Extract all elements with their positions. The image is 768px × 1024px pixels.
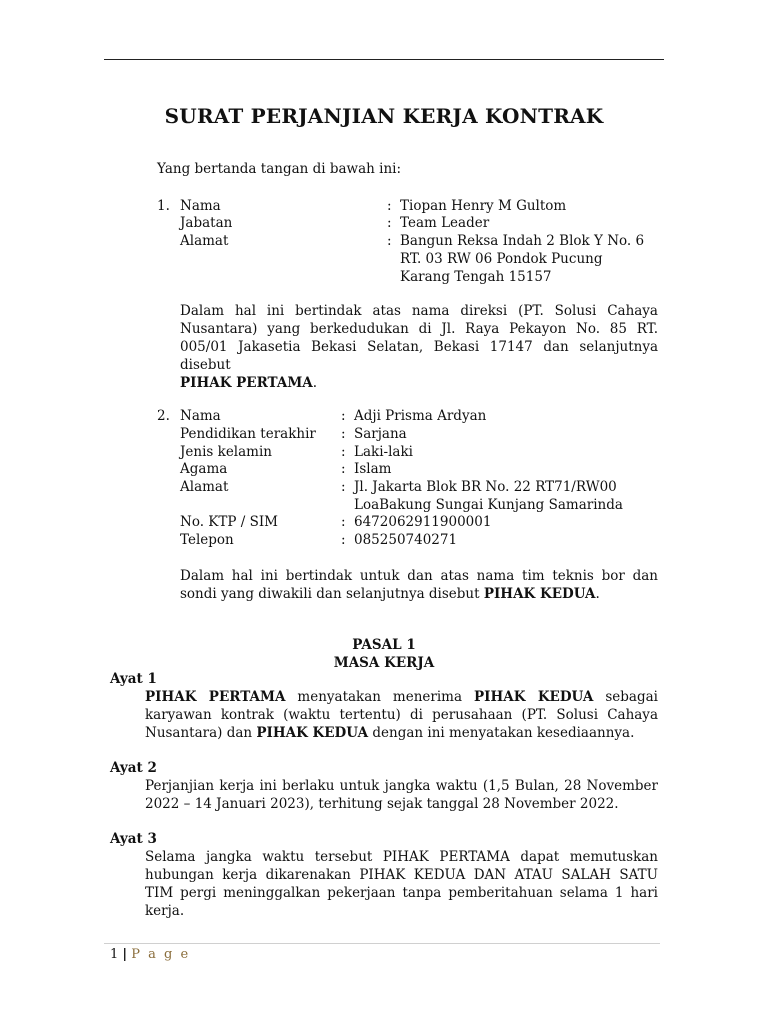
party2-telepon-label: Telepon [180,532,234,548]
ayat3-label: Ayat 3 [110,831,157,847]
ayat1-body [145,688,658,742]
party1-jabatan-colon: : [387,215,392,231]
party2-ktp-value: 6472062911900001 [354,514,492,530]
party2-alamat-label: Alamat [180,479,229,495]
party1-alamat-colon: : [387,233,392,249]
party2-nama-colon: : [341,408,346,424]
party2-agama-value: Islam [354,461,392,477]
party2-pendidikan-label: Pendidikan terakhir [180,426,316,442]
ayat3-line4: kerja. [145,903,185,919]
party2-telepon-colon: : [341,532,346,548]
party1-role: PIHAK PERTAMA [180,375,313,391]
party1-name-label: Nama [180,198,221,214]
party2-kelamin-value: Laki-laki [354,444,413,460]
ayat1-text: dengan ini menyatakan kesediaannya. [368,725,635,741]
ayat1-text: menyatakan menerima [285,689,475,705]
party1-jabatan-label: Jabatan [180,215,233,231]
party2-description [180,567,658,603]
party1-alamat-line3: Karang Tengah 15157 [400,269,552,285]
ayat1-line1 [145,688,658,706]
party1-desc-line: Nusantara) yang berkedudukan di Jl. Raya Pekayon No. 85 RT. [180,321,658,337]
ayat3-line3: TIM pergi meninggalkan pekerjaan tanpa pemberitahuan selama 1 hari [145,885,658,901]
party1-desc-line: 005/01 Jakasetia Bekasi Selatan, Bekasi 17147 dan selanjutnya disebut [180,339,658,373]
party2-desc-line: Dalam hal ini bertindak untuk dan atas nama tim teknis bor dan [180,568,658,584]
page-separator: | [122,947,128,962]
ayat2-line2: 2022 – 14 Januari 2023), terhitung sejak tanggal 28 November 2022. [145,796,619,812]
party1-name-value: Tiopan Henry M Gultom [400,198,567,214]
pasal-heading: PASAL 1 [352,637,416,653]
party2-kelamin-label: Jenis kelamin [180,444,272,460]
intro-text: Yang bertanda tangan di bawah ini: [157,161,402,177]
document-title: SURAT PERJANJIAN KERJA KONTRAK [164,104,604,128]
party1-jabatan-value: Team Leader [400,215,490,231]
party1-alamat-label: Alamat [180,233,229,249]
party2-alamat-value: Jl. Jakarta Blok BR No. 22 RT71/RW00 [354,479,617,495]
party1-description [180,302,658,392]
party2-agama-label: Agama [180,461,228,477]
ayat3-line1: Selama jangka waktu tersebut PIHAK PERTAMA dapat memutuskan [145,849,658,865]
ayat1-pihak-kedua: PIHAK KEDUA [474,689,594,705]
party1-alamat-value: Bangun Reksa Indah 2 Blok Y No. 6 [400,233,645,249]
ayat1-label: Ayat 1 [110,671,157,687]
party1-name-colon: : [387,198,392,214]
party2-nama-value: Adji Prisma Ardyan [354,408,487,424]
party2-nama-label: Nama [180,408,221,424]
header-rule [104,59,664,60]
party2-alamat-line2: LoaBakung Sungai Kunjang Samarinda [354,497,623,513]
pasal-subheading: MASA KERJA [333,655,435,671]
party2-desc-line2: sondi yang diwakili dan selanjutnya disebut [180,586,484,602]
footer-rule [104,943,660,944]
party2-pendidikan-value: Sarjana [354,426,407,442]
ayat1-line2: karyawan kontrak (waktu tertentu) di perusahaan (PT. Solusi Cahaya [145,707,658,723]
ayat2-label: Ayat 2 [110,760,157,776]
party1-alamat-line2: RT. 03 RW 06 Pondok Pucung [400,251,603,267]
party1-role-period: . [312,375,318,391]
party2-role: PIHAK KEDUA [483,586,596,602]
party2-telepon-value: 085250740271 [354,532,458,548]
party2-agama-colon: : [341,461,346,477]
party2-alamat-colon: : [341,479,346,495]
ayat1-pihak-kedua: PIHAK KEDUA [256,725,369,741]
ayat2-line1: Perjanjian kerja ini berlaku untuk jangka waktu (1,5 Bulan, 28 November [145,778,658,794]
ayat3-line2: hubungan kerja dikarenakan PIHAK KEDUA DAN ATAU SALAH SATU [145,867,658,883]
party1-number: 1. [157,198,170,214]
party2-pendidikan-colon: : [341,426,346,442]
party2-role-period: . [595,586,600,602]
ayat1-pihak-pertama: PIHAK PERTAMA [145,689,286,705]
page-word: P a g e [131,947,191,962]
ayat1-text: Nusantara) dan [145,725,257,741]
ayat1-text: sebagai [593,689,658,705]
ayat3-body [145,848,658,920]
party2-ktp-colon: : [341,514,346,530]
page-footer [110,946,190,964]
party2-number: 2. [157,408,170,424]
page-number: 1 [110,947,119,962]
party2-kelamin-colon: : [341,444,346,460]
party1-desc-line: Dalam hal ini bertindak atas nama direksi (PT. Solusi Cahaya [180,303,658,319]
ayat2-body [145,777,658,813]
party2-ktp-label: No. KTP / SIM [180,514,278,530]
ayat1-line3 [145,724,658,742]
